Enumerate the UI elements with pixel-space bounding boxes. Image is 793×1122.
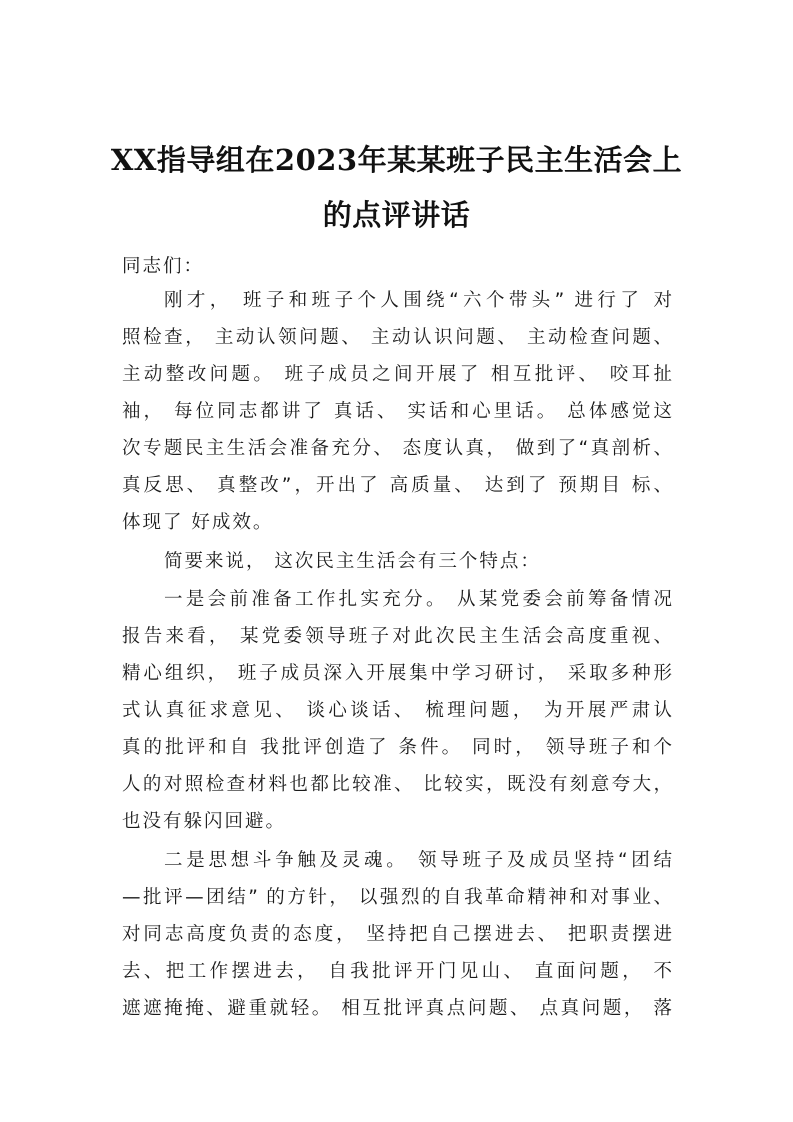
body-line: 真反思、 真整改”，开出了 高质量、 达到了 预期目 标、	[122, 475, 672, 496]
body-line: 照检查， 主动认领问题、 主动认识问题、 主动检查问题、	[122, 327, 672, 348]
body-line: —批评—团结” 的方针， 以强烈的自我革命精神和对事业、	[122, 887, 672, 908]
document-title-line-1: XX指导组在2023年某某班子民主生活会上	[110, 143, 683, 177]
body-line: 精心组织， 班子成员深入开展集中学习研讨， 采取多种形	[122, 663, 672, 684]
salutation: 同志们：	[122, 256, 205, 277]
body-line: 简要来说， 这次民主生活会有三个特点：	[164, 551, 541, 572]
body-line: 体现了 好成效。	[122, 512, 274, 533]
body-line: 遮遮掩掩、避重就轻。 相互批评真点问题、 点真问题， 落	[122, 998, 672, 1019]
body-line: 刚才， 班子和班子个人围绕“六个带头” 进行了 对	[164, 290, 672, 311]
body-line: 报告来看， 某党委领导班子对此次民主生活会高度重视、	[122, 626, 672, 647]
body-line: 袖， 每位同志都讲了 真话、 实话和心里话。 总体感觉这	[122, 401, 672, 422]
body-line: 次专题民主生活会准备充分、 态度认真， 做到了“真剖析、	[122, 438, 672, 459]
body-line: 也没有躲闪回避。	[122, 811, 287, 832]
body-line: 主动整改问题。 班子成员之间开展了 相互批评、 咬耳扯	[122, 364, 672, 385]
body-line: 人的对照检查材料也都比较准、 比较实，既没有刻意夸大，	[122, 774, 672, 795]
body-line: 二是思想斗争触及灵魂。 领导班子及成员坚持“团结	[164, 850, 672, 871]
body-line: 对同志高度负责的态度， 坚持把自己摆进去、 把职责摆进	[122, 924, 672, 945]
body-line: 式认真征求意见、 谈心谈话、 梳理问题， 为开展严肃认	[122, 700, 672, 721]
body-line: 去、把工作摆进去， 自我批评开门见山、 直面问题， 不	[122, 961, 672, 982]
body-line: 真的批评和自 我批评创造了 条件。 同时， 领导班子和个	[122, 737, 672, 758]
document-title-line-2: 的点评讲话	[322, 198, 471, 232]
body-line: 一是会前准备工作扎实充分。 从某党委会前筹备情况	[164, 589, 672, 610]
